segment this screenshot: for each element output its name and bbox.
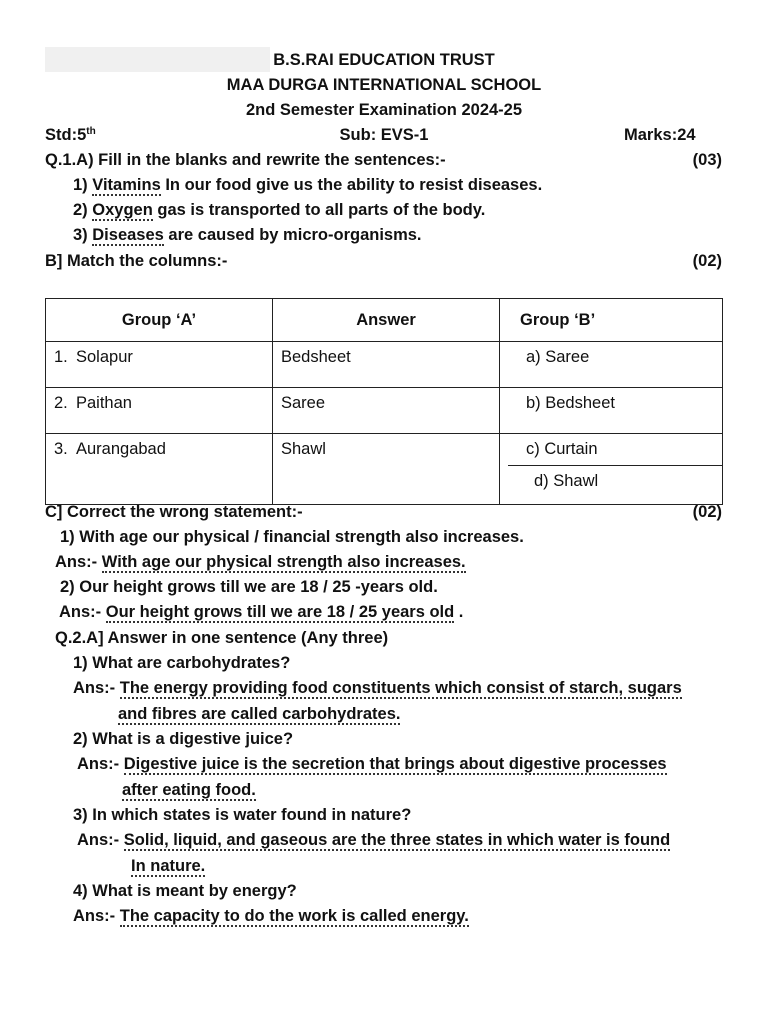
ans-label: Ans:- [73,907,116,925]
ans-label: Ans:- [55,553,98,571]
item-text: are caused by micro-organisms. [163,226,422,244]
school-name: MAA DURGA INTERNATIONAL SCHOOL [226,76,542,94]
q1c-marks: (02) [692,503,722,521]
q1c-title: C] Correct the wrong statement:- [45,503,303,521]
header-group-b: Group ‘B’ [500,299,723,342]
std-text: Std:5 [45,126,87,144]
table-row [46,434,723,505]
q1a-item-2 [73,199,485,221]
q1c-question-2: 2) Our height grows till we are 18 / 25 -years old. [60,578,438,596]
q2a-question-2: 2) What is a digestive juice? [73,730,294,748]
row-number: 3. [54,440,68,458]
answer-text: and fibres are called carbohydrates. [118,705,401,723]
q2a-answer-2-cont [122,779,256,801]
table-row [46,388,723,434]
group-b-text: c) Curtain [526,440,598,458]
blank-answer: Diseases [92,226,164,244]
q1b-marks: (02) [692,252,722,270]
ans-label: Ans:- [59,603,102,621]
cell-answer: Shawl [273,434,500,505]
item-number: 3) [73,226,88,244]
item-number: 2) [73,201,88,219]
cell-answer: Bedsheet [273,342,500,388]
group-a-text: Aurangabad [76,440,166,458]
q1a-title: Q.1.A) Fill in the blanks and rewrite the sentences:- [45,151,446,169]
answer-text: The capacity to do the work is called energy. [119,907,469,925]
header-answer: Answer [273,299,500,342]
group-b-text-extra: d) Shawl [508,465,722,491]
q2a-title: Q.2.A] Answer in one sentence (Any three) [55,629,389,647]
q2a-question-4: 4) What is meant by energy? [73,882,297,900]
marks-label: Marks:24 [624,126,696,144]
blank-answer: Oxygen [92,201,153,219]
q2a-answer-3-cont [131,855,205,877]
blank-answer: Vitamins [92,176,161,194]
item-text: gas is transported to all parts of the body. [152,201,486,219]
answer-text: after eating food. [122,781,256,799]
group-a-text: Solapur [76,348,133,366]
q2a-question-3: 3) In which states is water found in nature? [73,806,412,824]
header-group-a: Group ‘A’ [46,299,273,342]
cell-group-b [500,388,723,434]
cell-group-b [500,434,723,505]
cell-group-a [46,388,273,434]
q1a-marks: (03) [692,151,722,169]
q2a-answer-4 [73,905,469,927]
group-a-text: Paithan [76,394,132,412]
table-row [46,342,723,388]
q1c-answer-1 [55,551,466,573]
q1a-item-3 [73,224,422,246]
exam-title: 2nd Semester Examination 2024-25 [245,101,523,119]
ans-label: Ans:- [77,755,120,773]
row-number: 1. [54,348,68,366]
group-b-text: a) Saree [526,348,590,366]
match-table [45,298,723,505]
table-header-row [46,299,723,342]
cell-group-a [46,434,273,505]
q1b-title: B] Match the columns:- [45,252,228,270]
q2a-answer-1 [73,677,682,699]
answer-text: In nature. [131,857,206,875]
cell-answer: Saree [273,388,500,434]
trust-name: B.S.RAI EDUCATION TRUST [273,51,495,69]
item-text: In our food give us the ability to resist diseases. [160,176,543,194]
q2a-answer-1-cont [118,703,400,725]
cell-group-b [500,342,723,388]
q1a-item-1 [73,174,542,196]
q2a-answer-2 [77,753,667,775]
q2a-answer-3 [77,829,670,851]
answer-text: With age our physical strength also increases. [101,553,466,571]
answer-text: The energy providing food constituents which consist of starch, sugars [119,679,682,697]
subject-label: Sub: EVS-1 [339,126,429,144]
item-number: 1) [73,176,88,194]
q1c-question-1: 1) With age our physical / financial strength also increases. [60,528,524,546]
q2a-question-1: 1) What are carbohydrates? [73,654,291,672]
answer-text: Solid, liquid, and gaseous are the three states in which water is found [123,831,671,849]
group-b-text: b) Bedsheet [526,394,615,412]
std-sup: th [86,126,96,137]
answer-text: Our height grows till we are 18 / 25 years old [105,603,455,621]
cell-group-a [46,342,273,388]
answer-text: Digestive juice is the secretion that brings about digestive processes [123,755,667,773]
q1c-answer-2 [59,601,463,623]
ans-label: Ans:- [77,831,120,849]
answer-tail: . [454,603,464,621]
ans-label: Ans:- [73,679,116,697]
row-number: 2. [54,394,68,412]
